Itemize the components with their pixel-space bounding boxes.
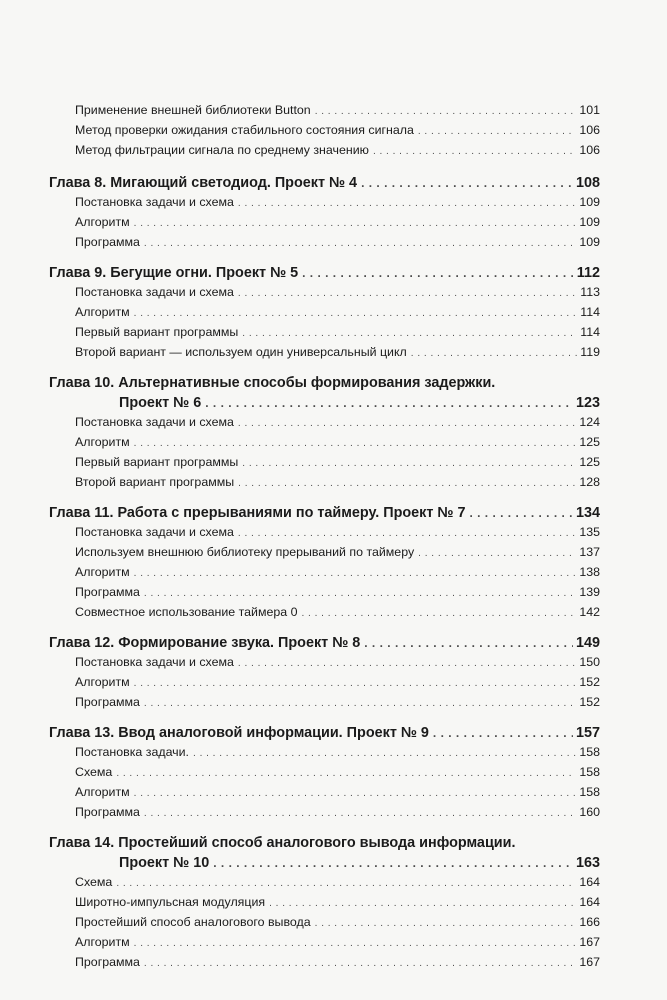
toc-entry-page: 125 <box>579 455 600 469</box>
dot-leader <box>238 525 576 543</box>
toc-entry <box>75 473 600 493</box>
dot-leader <box>144 695 576 713</box>
toc-entry <box>75 233 600 253</box>
chapter-page: 163 <box>575 855 600 871</box>
chapter-title: Глава 11. Работа с прерываниями по таймеру. Проект № 7 <box>49 505 466 521</box>
chapter-title: Глава 13. Ввод аналоговой информации. Проект № 9 <box>49 725 429 741</box>
dot-leader <box>134 435 577 453</box>
chapter-title-continuation <box>119 393 600 413</box>
toc-entry-page: 142 <box>579 605 600 619</box>
toc-entry-title: Первый вариант программы <box>75 325 239 339</box>
dot-leader <box>411 345 577 363</box>
toc-entry-title: Второй вариант — используем один универсальный цикл <box>75 345 407 359</box>
chapter-heading <box>49 373 600 413</box>
toc-entry-title: Постановка задачи и схема <box>75 525 234 539</box>
toc-entry-title: Алгоритм <box>75 935 130 949</box>
toc-entry-page: 125 <box>579 435 600 449</box>
chapter-title-line2: Проект № 10 <box>119 855 210 871</box>
chapter-title-continuation <box>119 853 600 873</box>
toc-entry-title: Широтно-импульсная модуляция <box>75 895 266 909</box>
dot-leader <box>205 393 573 413</box>
toc-entry-page: 164 <box>579 895 600 909</box>
toc-entry-page: 114 <box>580 325 600 339</box>
toc-entry-title: Постановка задачи. <box>75 745 190 759</box>
toc-entry <box>75 603 600 623</box>
toc-entry-title: Алгоритм <box>75 215 130 229</box>
dot-leader <box>302 605 577 623</box>
dot-leader <box>134 675 577 693</box>
toc-entry <box>75 121 600 141</box>
toc-entry-page: 158 <box>579 765 600 779</box>
dot-leader <box>134 935 577 953</box>
dot-leader <box>134 565 577 583</box>
toc-entry-title: Программа <box>75 955 140 969</box>
toc-entry-title: Применение внешней библиотеки Button <box>75 103 311 117</box>
toc-entry-title: Алгоритм <box>75 305 130 319</box>
toc-entry-title: Метод фильтрации сигнала по среднему значению <box>75 143 369 157</box>
toc-entry-title: Используем внешнюю библиотеку прерываний по таймеру <box>75 545 415 559</box>
table-of-contents <box>49 101 600 973</box>
toc-entry-page: 119 <box>580 345 600 359</box>
toc-entry-title: Алгоритм <box>75 675 130 689</box>
toc-entry-page: 135 <box>579 525 600 539</box>
chapter-heading <box>49 723 600 743</box>
toc-entry-page: 167 <box>579 955 600 969</box>
toc-entry-title: Совместное использование таймера 0 <box>75 605 298 619</box>
dot-leader <box>238 655 576 673</box>
toc-entry-title: Постановка задачи и схема <box>75 195 234 209</box>
toc-entry <box>75 213 600 233</box>
toc-entry-page: 114 <box>580 305 600 319</box>
toc-entry <box>75 693 600 713</box>
dot-leader <box>134 215 577 233</box>
toc-entry-title: Программа <box>75 695 140 709</box>
dot-leader <box>418 545 576 563</box>
toc-entry-page: 109 <box>579 195 600 209</box>
toc-entry-page: 106 <box>579 123 600 137</box>
toc-entry-page: 160 <box>579 805 600 819</box>
chapter-title: Глава 14. Простейший способ аналогового вывода информации. <box>49 835 516 851</box>
toc-entry <box>75 433 600 453</box>
toc-entry-page: 158 <box>579 745 600 759</box>
toc-entry-page: 139 <box>579 585 600 599</box>
chapter-title: Глава 8. Мигающий светодиод. Проект № 4 <box>49 175 358 191</box>
toc-entry-title: Схема <box>75 765 113 779</box>
toc-entry <box>75 953 600 973</box>
toc-entry <box>75 101 600 121</box>
toc-entry <box>75 193 600 213</box>
chapter-heading <box>49 263 600 283</box>
toc-entry-title: Программа <box>75 585 140 599</box>
toc-entry-page: 124 <box>579 415 600 429</box>
toc-entry-title: Постановка задачи и схема <box>75 655 234 669</box>
toc-entry <box>75 673 600 693</box>
toc-entry-title: Программа <box>75 235 140 249</box>
chapter-page: 149 <box>575 635 600 651</box>
toc-entry <box>75 413 600 433</box>
chapter-page: 123 <box>575 395 600 411</box>
toc-entry-page: 167 <box>579 935 600 949</box>
toc-entry-page: 158 <box>579 785 600 799</box>
dot-leader <box>134 785 577 803</box>
toc-entry-title: Первый вариант программы <box>75 455 239 469</box>
toc-entry-page: 101 <box>579 103 600 117</box>
toc-entry <box>75 763 600 783</box>
toc-entry-page: 137 <box>579 545 600 559</box>
dot-leader <box>213 853 573 873</box>
dot-leader <box>238 415 576 433</box>
toc-entry <box>75 873 600 893</box>
toc-entry <box>75 283 600 303</box>
toc-entry-title: Метод проверки ожидания стабильного состояния сигнала <box>75 123 414 137</box>
dot-leader <box>361 173 573 193</box>
toc-entry <box>75 783 600 803</box>
dot-leader <box>469 503 573 523</box>
toc-entry <box>75 933 600 953</box>
toc-entry-title: Простейший способ аналогового вывода <box>75 915 311 929</box>
toc-entry-page: 152 <box>579 695 600 709</box>
dot-leader <box>433 723 573 743</box>
toc-entry-page: 128 <box>579 475 600 489</box>
chapter-title: Глава 9. Бегущие огни. Проект № 5 <box>49 265 299 281</box>
toc-entry-page: 164 <box>579 875 600 889</box>
toc-entry-title: Алгоритм <box>75 785 130 799</box>
toc-entry-page: 109 <box>579 235 600 249</box>
chapter-title: Глава 10. Альтернативные способы формирования задержки. <box>49 375 496 391</box>
toc-entry-page: 150 <box>579 655 600 669</box>
dot-leader <box>242 455 576 473</box>
toc-entry <box>75 343 600 363</box>
dot-leader <box>373 143 576 161</box>
toc-entry <box>75 743 600 763</box>
toc-entry-title: Алгоритм <box>75 565 130 579</box>
chapter-heading <box>49 503 600 523</box>
dot-leader <box>144 235 576 253</box>
chapter-page: 157 <box>575 725 600 741</box>
chapter-page: 108 <box>575 175 600 191</box>
toc-entry <box>75 803 600 823</box>
toc-entry <box>75 303 600 323</box>
dot-leader <box>238 475 576 493</box>
toc-entry <box>75 543 600 563</box>
toc-entry-title: Схема <box>75 875 113 889</box>
dot-leader <box>315 103 577 121</box>
dot-leader <box>116 765 576 783</box>
dot-leader <box>193 745 576 763</box>
dot-leader <box>144 805 576 823</box>
dot-leader <box>269 895 576 913</box>
dot-leader <box>364 633 573 653</box>
toc-entry <box>75 323 600 343</box>
dot-leader <box>238 285 577 303</box>
toc-entry-title: Алгоритм <box>75 435 130 449</box>
dot-leader <box>315 915 577 933</box>
chapter-title: Глава 12. Формирование звука. Проект № 8 <box>49 635 361 651</box>
toc-entry-page: 166 <box>579 915 600 929</box>
chapter-heading <box>49 173 600 193</box>
toc-entry <box>75 893 600 913</box>
chapter-heading <box>49 633 600 653</box>
toc-entry-page: 113 <box>580 285 600 299</box>
toc-entry-title: Второй вариант программы <box>75 475 235 489</box>
dot-leader <box>144 585 576 603</box>
toc-entry-page: 152 <box>579 675 600 689</box>
dot-leader <box>134 305 578 323</box>
toc-entry <box>75 653 600 673</box>
dot-leader <box>242 325 577 343</box>
dot-leader <box>302 263 574 283</box>
toc-entry <box>75 913 600 933</box>
chapter-title-line2: Проект № 6 <box>119 395 202 411</box>
toc-entry-page: 109 <box>579 215 600 229</box>
toc-entry <box>75 453 600 473</box>
toc-entry <box>75 141 600 161</box>
toc-entry-title: Программа <box>75 805 140 819</box>
toc-entry-title: Постановка задачи и схема <box>75 415 234 429</box>
dot-leader <box>418 123 576 141</box>
toc-entry <box>75 563 600 583</box>
dot-leader <box>144 955 576 973</box>
dot-leader <box>116 875 576 893</box>
toc-entry-page: 106 <box>579 143 600 157</box>
dot-leader <box>238 195 576 213</box>
toc-entry-title: Постановка задачи и схема <box>75 285 234 299</box>
toc-entry-page: 138 <box>579 565 600 579</box>
chapter-page: 134 <box>575 505 600 521</box>
chapter-page: 112 <box>576 265 600 281</box>
chapter-heading <box>49 833 600 873</box>
toc-entry <box>75 523 600 543</box>
toc-entry <box>75 583 600 603</box>
